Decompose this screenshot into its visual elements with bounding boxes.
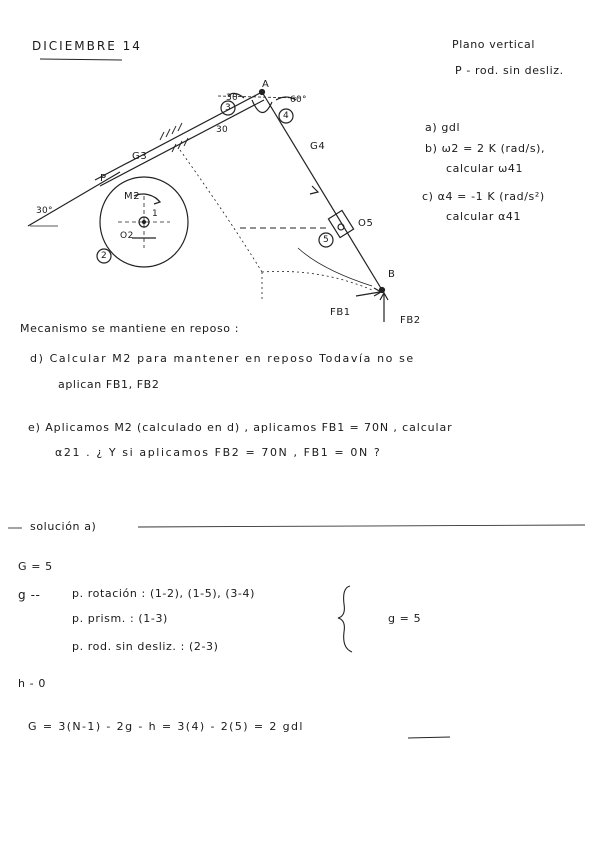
solution-header: solución a) [30, 520, 97, 533]
date-title: DICIEMBRE 14 [32, 39, 142, 53]
statement-intro: Mecanismo se mantiene en reposo : [20, 322, 240, 335]
label-body-5: 5 [323, 235, 330, 245]
label-angle-30b: 30 [216, 125, 229, 135]
question-b-line1: b) ω2 = 2 K (rad/s), [425, 142, 546, 155]
label-body-4: 4 [283, 111, 290, 121]
label-P: P [100, 173, 107, 184]
label-O5: O5 [358, 218, 374, 229]
plane-note: Plano vertical [452, 38, 536, 51]
label-angle-floor: 30° [36, 206, 53, 216]
label-angle-60: 60° [290, 95, 307, 105]
solution-G: G = 5 [18, 560, 53, 573]
label-G3: G3 [132, 151, 148, 162]
solution-g-total: g = 5 [388, 612, 422, 625]
statement-d-line1: d) Calcular M2 para mantener en reposo Todavía no se [30, 352, 415, 365]
statement-e-line1: e) Aplicamos M2 (calculado en d) , aplicamos FB1 = 70N , calcular [28, 421, 453, 434]
statement-e-line2: α21 . ¿ Y si aplicamos FB2 = 70N , FB1 = 0N ? [55, 446, 382, 459]
question-b-line2: calcular ω41 [446, 162, 524, 175]
question-c-line1: c) α4 = -1 K (rad/s²) [422, 190, 545, 203]
solution-formula: G = 3(N-1) - 2g - h = 3(4) - 2(5) = 2 gdl [28, 720, 304, 733]
label-angle-30a: 30 [226, 93, 239, 103]
statement-d-line2: aplican FB1, FB2 [58, 378, 160, 391]
label-body-2: 2 [101, 251, 108, 261]
solution-g-roll: p. rod. sin desliz. : (2-3) [72, 640, 219, 653]
label-A: A [262, 79, 270, 90]
question-c-line2: calcular α41 [446, 210, 522, 223]
solution-g-prefix: g -- [18, 588, 41, 602]
label-M2: M2 [124, 191, 141, 202]
label-B: B [388, 269, 396, 280]
label-O2: O2 [120, 231, 135, 241]
label-FB1: FB1 [330, 307, 351, 318]
label-body-3: 3 [225, 103, 232, 113]
label-body-1: 1 [152, 209, 159, 219]
label-FB2: FB2 [400, 315, 421, 326]
label-G4: G4 [310, 141, 326, 152]
solution-g-prism: p. prism. : (1-3) [72, 612, 168, 625]
solution-g-rotation: p. rotación : (1-2), (1-5), (3-4) [72, 587, 255, 600]
contact-note: P - rod. sin desliz. [455, 64, 564, 77]
solution-h: h - 0 [18, 677, 46, 690]
question-a: a) gdl [425, 121, 461, 134]
